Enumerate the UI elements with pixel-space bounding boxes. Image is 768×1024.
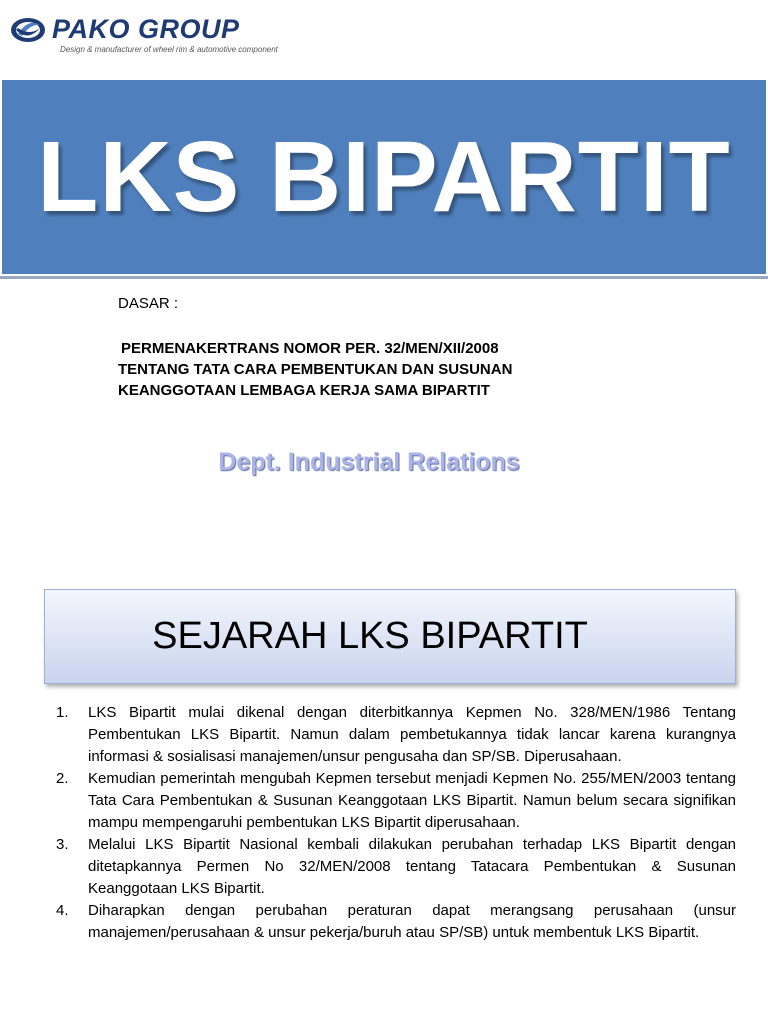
company-logo — [10, 14, 278, 56]
logo-emblem-icon — [10, 16, 46, 44]
divider — [0, 276, 768, 279]
basis-regulation — [118, 338, 598, 401]
list-item-text: Kemudian pemerintah mengubah Kepmen tersebut menjadi Kepmen No. 255/MEN/2003 tentang Tata Cara Pembentukan & Susunan Keanggotaan LKS Bipartit. Namun belum secara signifikan mampu mempengaruhi pembentukan LKS Bipartit diperusahaan. — [88, 770, 736, 831]
list-item-number: 1. — [56, 704, 69, 721]
list-item — [56, 900, 736, 944]
list-item-text: Diharapkan dengan perubahan peraturan dapat merangsang perusahaan (unsur manajemen/perusahaan & unsur pekerja/buruh atau SP/SB) untuk membentuk LKS Bipartit. — [88, 902, 736, 941]
history-list — [56, 702, 736, 944]
list-item-number: 3. — [56, 836, 69, 853]
department-name: Dept. Industrial Relations — [218, 448, 520, 476]
basis-label: DASAR : — [118, 295, 179, 312]
basis-line: KEANGGOTAAN LEMBAGA KERJA SAMA BIPARTIT — [118, 382, 490, 399]
list-item-text: LKS Bipartit mulai dikenal dengan diterbitkannya Kepmen No. 328/MEN/1986 Tentang Pembentukan LKS Bipartit. Namun dalam pembetukannya tidak lancar karena kurangnya informasi & sosialisasi manajemen/unsur pengusaha dan SP/SB. Diperusahaan. — [88, 704, 736, 765]
legal-basis — [118, 294, 598, 401]
logo-tagline: Design & manufacturer of wheel rim & automotive component — [60, 45, 278, 54]
basis-line: TENTANG TATA CARA PEMBENTUKAN DAN SUSUNAN — [118, 361, 513, 378]
list-item — [56, 768, 736, 834]
section-title: SEJARAH LKS BIPARTIT — [152, 615, 588, 657]
list-item-number: 4. — [56, 902, 69, 919]
list-item-text: Melalui LKS Bipartit Nasional kembali dilakukan perubahan terhadap LKS Bipartit dengan ditetapkannya Permen No 32/MEN/2008 tentang Tatacara Pembentukan & Susunan Keanggotaan LKS Bipartit. — [88, 836, 736, 897]
list-item-number: 2. — [56, 770, 69, 787]
logo-text: PAKO GROUP — [52, 14, 240, 44]
section-header-box — [44, 589, 736, 684]
list-item — [56, 702, 736, 768]
page-title: LKS BIPARTIT — [37, 120, 731, 233]
list-item — [56, 834, 736, 900]
title-banner — [2, 80, 766, 274]
basis-line: PERMENAKERTRANS NOMOR PER. 32/MEN/XII/2008 — [121, 340, 499, 357]
